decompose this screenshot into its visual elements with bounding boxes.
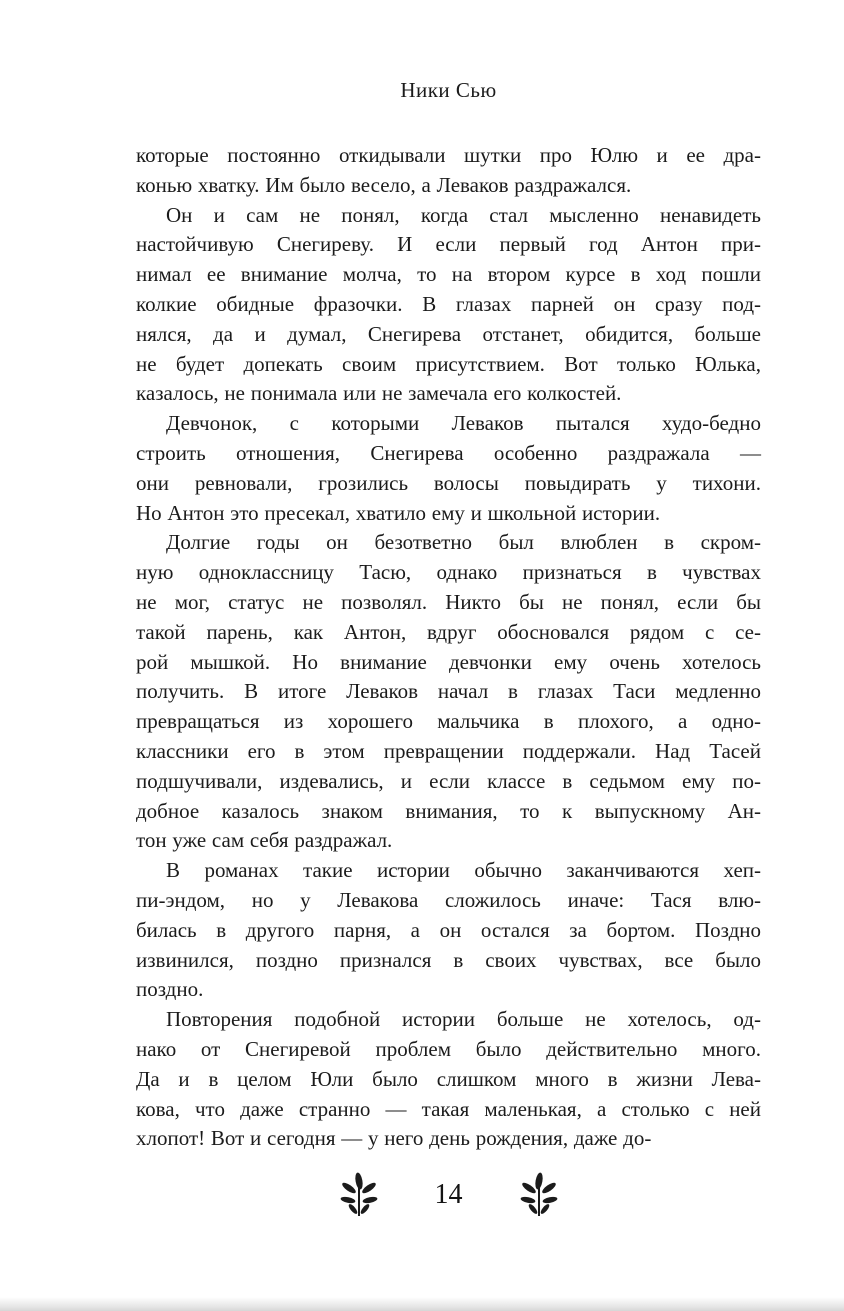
text-line: не мог, статус не позволял. Никто бы не понял, если бы [136,589,761,614]
text-line: казалось, не понимала или не замечала его колкостей. [136,381,622,406]
floral-ornament-left-icon [339,1172,379,1218]
text-line: получить. В итоге Леваков начал в глазах Таси медленно [136,679,761,704]
text-line: ную одноклассницу Тасю, однако признаться в чувствах [136,560,761,585]
text-line: строить отношения, Снегирева особенно раздражала — [136,440,761,465]
text-line: В романах такие истории обычно заканчиваются хеп- [166,858,761,883]
text-line: настойчивую Снегиреву. И если первый год Антон при- [136,232,761,257]
text-line: нако от Снегиревой проблем было действительно много. [136,1036,761,1061]
text-line: превращаться из хорошего мальчика в плохого, а одно- [136,709,761,734]
text-line: они ревновали, грозились волосы повыдирать у тихони. [136,470,761,495]
text-line: конью хватку. Им было весело, а Леваков раздражался. [136,172,632,197]
text-line: которые постоянно откидывали шутки про Юлю и ее дра- [136,143,761,167]
text-line: нимал ее внимание молча, то на втором курсе в ход пошли [136,262,761,287]
page-footer [136,1172,761,1218]
text-line: тон уже сам себя раздражал. [136,828,393,853]
text-line: добное казалось знаком внимания, то к выпускному Ан- [136,798,761,823]
text-line: Долгие годы он безответно был влюблен в скром- [166,530,761,555]
text-line: кова, что даже странно — такая маленькая, а столько с ней [136,1096,761,1121]
text-line: подшучивали, издевались, и если классе в седьмом ему по- [136,768,761,793]
text-line: классники его в этом превращении поддержали. Над Тасей [136,738,761,763]
text-line: пи-эндом, но у Левакова сложилось иначе: Тася влю- [136,887,761,912]
running-head-author: Ники Сью [400,78,497,102]
text-line: поздно. [136,977,204,1002]
text-line: Да и в целом Юли было слишком много в жизни Лева- [136,1066,761,1091]
text-line: такой парень, как Антон, вдруг обосновался рядом с се- [136,619,761,644]
text-line: хлопот! Вот и сегодня — у него день рождения, даже до- [136,1126,652,1151]
text-line: рой мышкой. Но внимание девчонки ему очень хотелось [136,649,761,674]
floral-ornament-right-icon [519,1172,559,1218]
text-line: не будет допекать своим присутствием. Вот только Юлька, [136,351,761,376]
page-number: 14 [434,1179,463,1211]
text-line: извинился, поздно признался в своих чувствах, все было [136,947,761,972]
text-block [136,141,761,1154]
text-line: нялся, да и думал, Снегирева отстанет, обидится, больше [136,321,761,346]
text-line: Он и сам не понял, когда стал мысленно ненавидеть [166,202,761,227]
text-line: билась в другого парня, а он остался за бортом. Поздно [136,917,761,942]
text-line: колкие обидные фразочки. В глазах парней он сразу под- [136,291,761,316]
page-edge-shadow [0,1297,844,1311]
text-line: Повторения подобной истории больше не хотелось, од- [166,1007,761,1032]
text-line: Девчонок, с которыми Леваков пытался худо-бедно [166,411,761,436]
text-line: Но Антон это пресекал, хватило ему и школьной истории. [136,500,661,525]
